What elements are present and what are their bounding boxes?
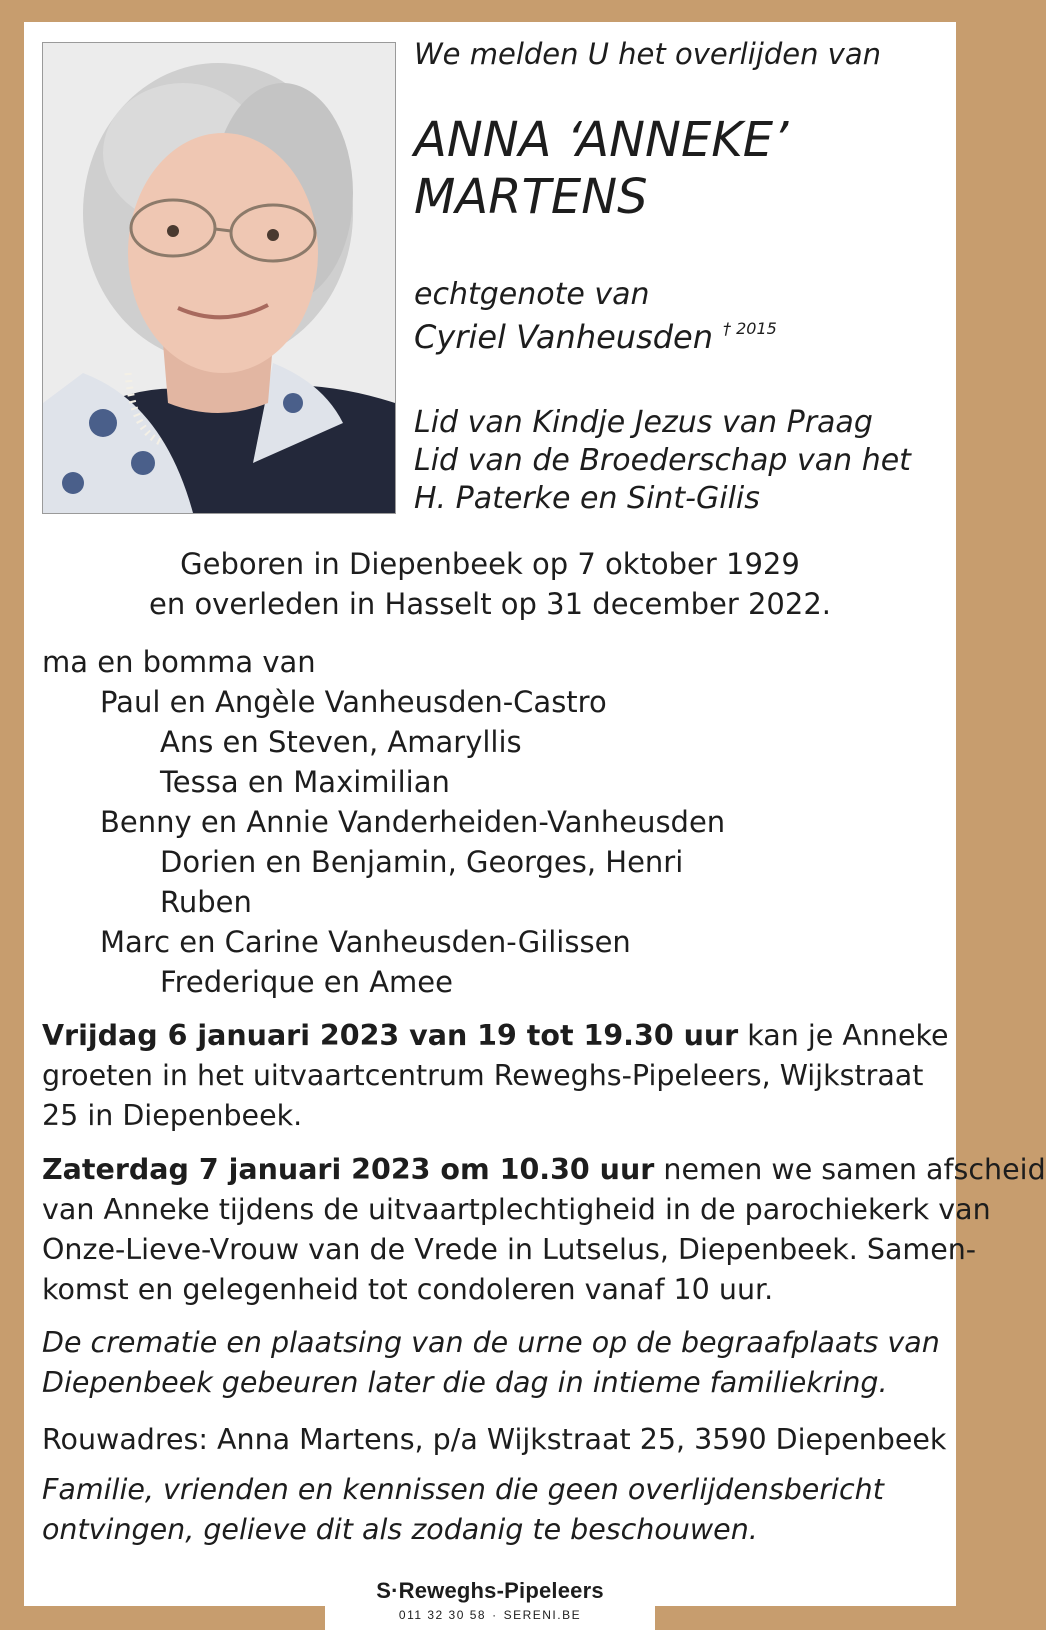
family-member: Tessa en Maximilian bbox=[160, 765, 450, 799]
family-member: Marc en Carine Vanheusden-Gilissen bbox=[100, 925, 631, 959]
intro-text: We melden U het overlijden van bbox=[414, 37, 881, 71]
deceased-name bbox=[414, 112, 788, 226]
separator-dot: · bbox=[492, 1608, 498, 1622]
cremation-text: De crematie en plaatsing van de urne op de begraafplaats van bbox=[42, 1326, 940, 1359]
birth-line: Geboren in Diepenbeek op 7 oktober 1929 bbox=[180, 547, 800, 581]
notice-text: ontvingen, gelieve dit als zodanig te beschouwen. bbox=[42, 1513, 758, 1546]
membership-line: Lid van Kindje Jezus van Praag bbox=[414, 405, 873, 440]
ceremony-text: nemen we samen afscheid bbox=[654, 1153, 1046, 1186]
spouse-prefix: echtgenote van bbox=[414, 277, 650, 312]
visitation-date: Vrijdag 6 januari 2023 van 19 tot 19.30 uur bbox=[42, 1019, 739, 1052]
logo-mark: S· bbox=[376, 1578, 399, 1603]
cremation-text: Diepenbeek gebeuren later die dag in intieme familiekring. bbox=[42, 1366, 888, 1399]
family-member: Frederique en Amee bbox=[160, 965, 453, 999]
name-line-2: MARTENS bbox=[414, 169, 648, 225]
membership-line: Lid van de Broederschap van het bbox=[414, 443, 911, 478]
death-line: en overleden in Hasselt op 31 december 2022. bbox=[149, 587, 831, 621]
funeral-home-name: Reweghs-Pipeleers bbox=[398, 1578, 604, 1603]
visitation-text: 25 in Diepenbeek. bbox=[42, 1099, 303, 1132]
family-intro: ma en bomma van bbox=[42, 645, 316, 679]
cremation-paragraph bbox=[42, 1323, 940, 1403]
funeral-home-phone: 011 32 30 58 bbox=[398, 1608, 487, 1622]
family-member: Paul en Angèle Vanheusden-Castro bbox=[100, 685, 607, 719]
membership-line: H. Paterke en Sint-Gilis bbox=[414, 481, 760, 516]
spouse-death-year: † 2015 bbox=[723, 319, 777, 338]
visitation-paragraph bbox=[42, 1016, 949, 1136]
family-member: Ruben bbox=[160, 885, 252, 919]
family-member: Ans en Steven, Amaryllis bbox=[160, 725, 522, 759]
ceremony-text: van Anneke tijdens de uitvaartplechtigheid in de parochiekerk van bbox=[42, 1193, 991, 1226]
ceremony-date: Zaterdag 7 januari 2023 om 10.30 uur bbox=[42, 1153, 655, 1186]
mourning-address: Rouwadres: Anna Martens, p/a Wijkstraat 25, 3590 Diepenbeek bbox=[42, 1423, 947, 1456]
ceremony-text: Onze-Lieve-Vrouw van de Vrede in Lutselus, Diepenbeek. Samen- bbox=[42, 1233, 977, 1266]
spouse-line bbox=[414, 318, 777, 356]
visitation-text: kan je Anneke bbox=[738, 1019, 949, 1052]
ceremony-text: komst en gelegenheid tot condoleren vanaf 10 uur. bbox=[42, 1273, 774, 1306]
portrait-photo bbox=[42, 42, 396, 514]
visitation-text: groeten in het uitvaartcentrum Reweghs-Pipeleers, Wijkstraat bbox=[42, 1059, 924, 1092]
spouse-name: Cyriel Vanheusden bbox=[414, 318, 714, 356]
notice-paragraph bbox=[42, 1470, 884, 1550]
funeral-home-logo bbox=[325, 1570, 655, 1630]
family-member: Benny en Annie Vanderheiden-Vanheusden bbox=[100, 805, 726, 839]
family-member: Dorien en Benjamin, Georges, Henri bbox=[160, 845, 684, 879]
notice-text: Familie, vrienden en kennissen die geen overlijdensbericht bbox=[42, 1473, 884, 1506]
ceremony-paragraph bbox=[42, 1150, 1046, 1310]
funeral-home-website: SERENI.BE bbox=[503, 1608, 582, 1622]
name-line-1: ANNA ‘ANNEKE’ bbox=[414, 112, 789, 168]
